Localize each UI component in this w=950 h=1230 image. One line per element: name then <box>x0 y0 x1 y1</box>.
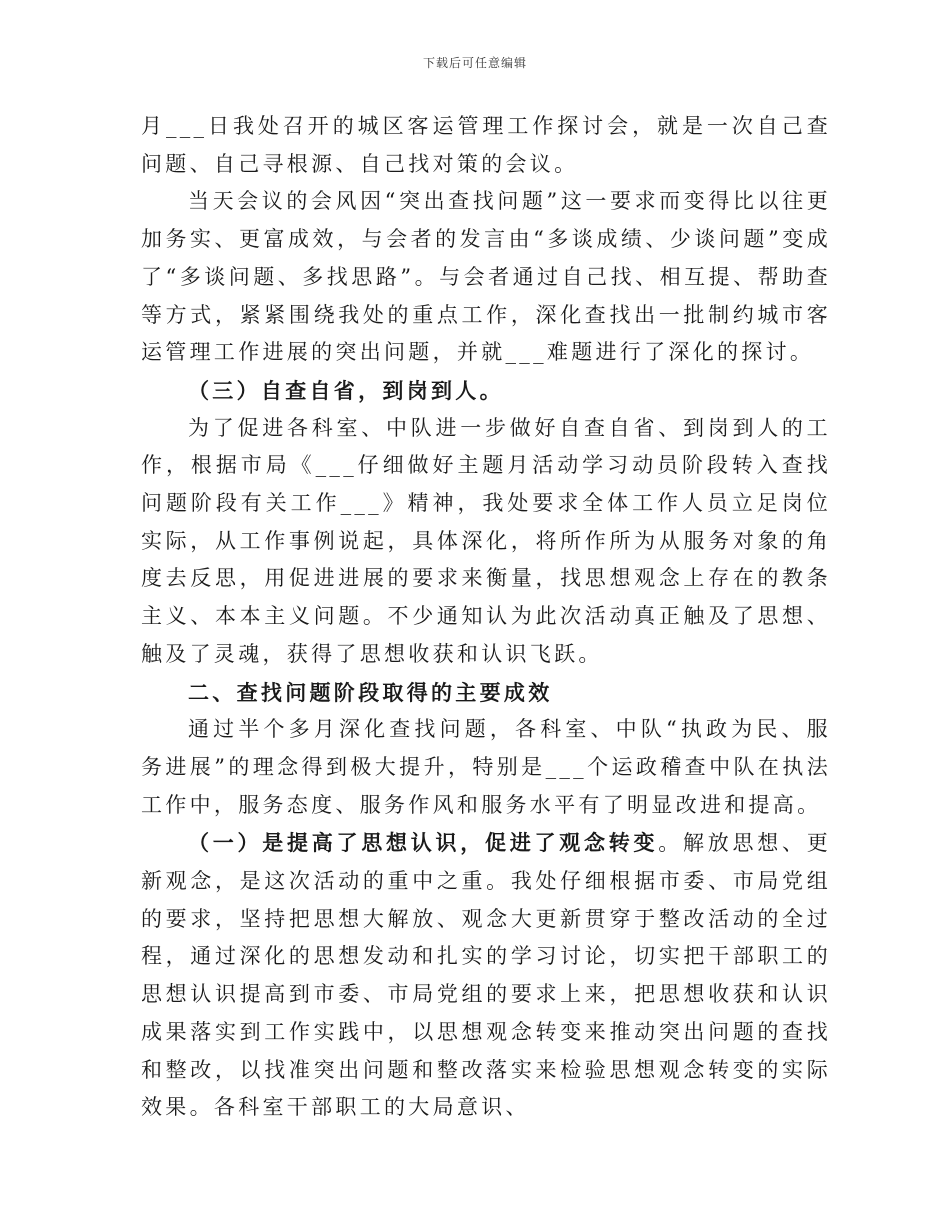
page-header: 下载后可任意编辑 <box>422 56 527 70</box>
paragraph-3: 为了促进各科室、中队进一步做好自查自省、到岗到人的工作，根据市局《___仔细做好主题月活动学习动员阶段转入查找问题阶段有关工作___》精神，我处要求全体工作人员立足岗位实际，从工作事例说起，具体深化，将所作所为从服务对象的角度去反思，用促进进展的要求来衡量，找思想观念上存在的教条主义、本本主义问题。不少通知认为此次活动真正触及了思想、触及了灵魂，获得了思想收获和认识飞跃。 <box>141 415 831 666</box>
paragraph-5 <box>141 824 831 1127</box>
section-heading-2: 二、查找问题阶段取得的主要成效 <box>188 679 553 705</box>
paragraph-1: 月___日我处召开的城区客运管理工作探讨会，就是一次自己查问题、自己寻根源、自己找对策的会议。 <box>141 114 831 176</box>
section-heading-3: （三）自查自省，到岗到人。 <box>188 377 504 403</box>
paragraph-5-body: 。解放思想、更新观念，是这次活动的重中之重。我处仔细根据市委、市局党组的要求，坚持把思想大解放、观念大更新贯穿于整改活动的全过程，通过深化的思想发动和扎实的学习讨论，切实把干部职工的思想认识提高到市委、市局党组的要求上来，把思想收获和认识成果落实到工作实践中，以思想观念转变来推动突出问题的查找和整改，以找准突出问题和整改落实来检验思想观念转变的实际效果。各科室干部职工的大局意识、 <box>141 831 831 1120</box>
paragraph-2: 当天会议的会风因“突出查找问题”这一要求而变得比以往更加务实、更富成效，与会者的发言由“多谈成绩、少谈问题”变成了“多谈问题、多找思路”。与会者通过自己找、相互提、帮助查等方式，紧紧围绕我处的重点工作，深化查找出一批制约城市客运管理工作进展的突出问题，并就___难题进行了深化的探讨。 <box>141 189 831 365</box>
document-body <box>141 108 831 1127</box>
paragraph-4: 通过半个多月深化查找问题，各科室、中队“执政为民、服务进展”的理念得到极大提升，特别是___个运政稽查中队在执法工作中，服务态度、服务作风和服务水平有了明显改进和提高。 <box>141 717 831 817</box>
paragraph-5-bold-lead: （一）是提高了思想认识，促进了观念转变 <box>188 830 659 856</box>
